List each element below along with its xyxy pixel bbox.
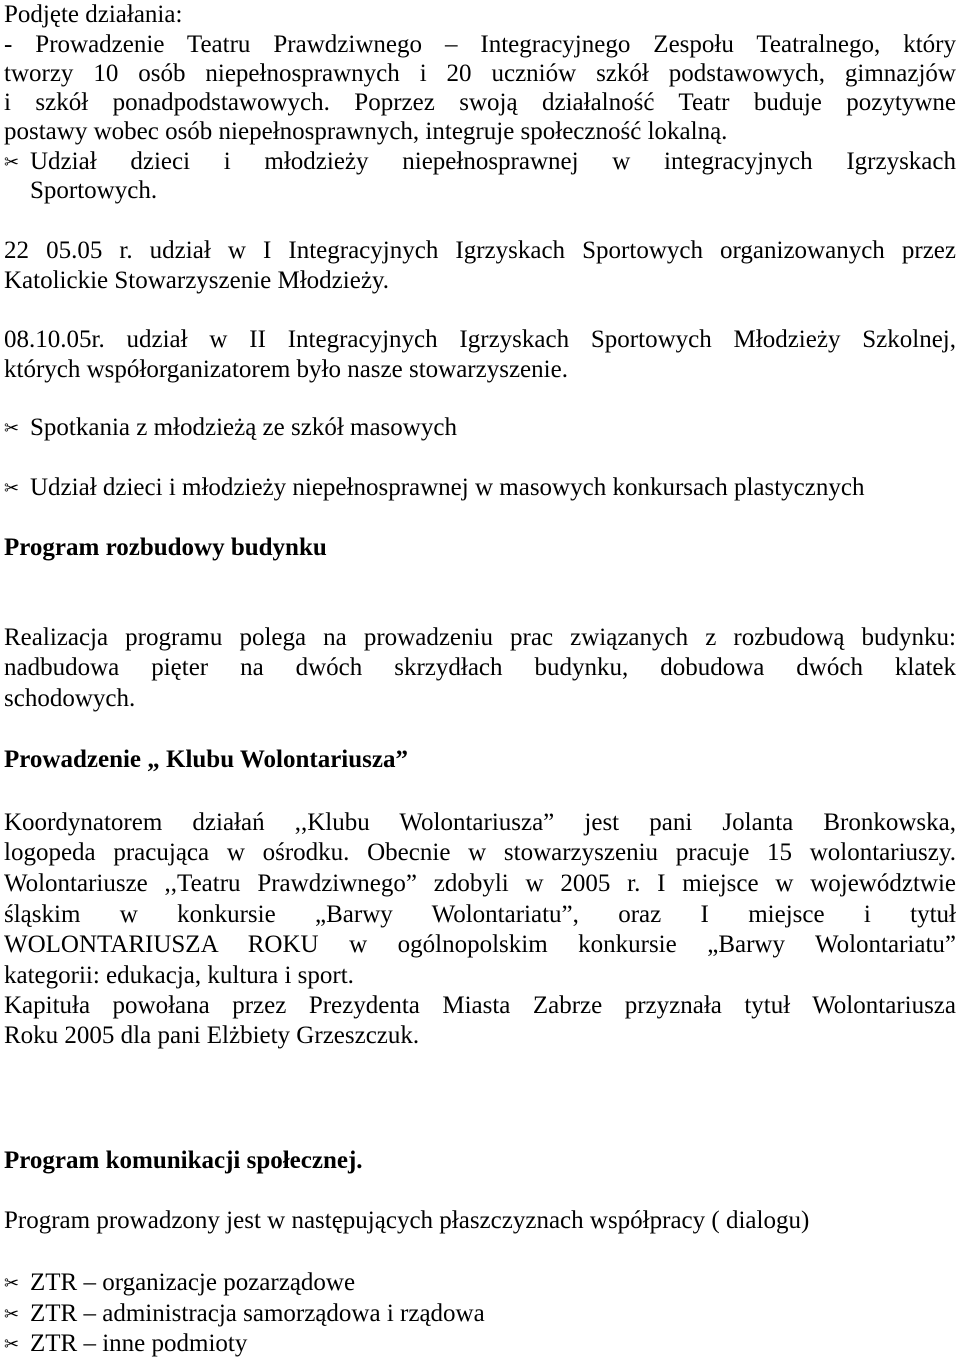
scissors-icon: ✂ [4,152,20,172]
paragraph-line: Program prowadzony jest w następujących płaszczyznach współpracy ( dialogu) [4,1207,810,1234]
paragraph-line: WOLONTARIUSZA ROKU w ogólnopolskim konkursie „Barwy Wolontariatu” [4,931,956,958]
section-title: Prowadzenie „ Klubu Wolontariusza” [4,746,408,773]
list-item [4,413,457,444]
paragraph-line: Koordynatorem działań ,,Klubu Wolontariusza” jest pani Jolanta Bronkowska, [4,809,956,836]
scissors-icon: ✂ [4,418,20,438]
list-item-text: ZTR – administracja samorządowa i rządowa [30,1300,485,1327]
list-item [4,1299,485,1330]
event-line: Katolickie Stowarzyszenie Młodzieży. [4,267,390,294]
paragraph-line: Kapituła powołana przez Prezydenta Miasta Zabrze przyznała tytuł Wolontariusza [4,992,956,1019]
scissors-icon: ✂ [4,1334,20,1354]
list-item-text: Spotkania z młodzieżą ze szkół masowych [30,414,457,441]
scissors-icon: ✂ [4,1304,20,1324]
paragraph-line: nadbudowa pięter na dwóch skrzydłach budynku, dobudowa dwóch klatek [4,654,956,681]
scissors-icon: ✂ [4,1273,20,1293]
paragraph-line: logopeda pracująca w ośrodku. Obecnie w stowarzyszeniu pracuje 15 wolontariuszy. [4,839,956,866]
intro-line: i szkół ponadpodstawowych. Poprzez swoją działalność Teatr buduje pozytywne [4,89,956,116]
list-item [4,473,864,504]
event-line: 08.10.05r. udział w II Integracyjnych Igrzyskach Sportowych Młodzieży Szkolnej, [4,326,956,353]
paragraph-line: Roku 2005 dla pani Elżbiety Grzeszczuk. [4,1022,420,1049]
list-item-text: Sportowych. [30,177,158,204]
event-line: których współorganizatorem było nasze stowarzyszenie. [4,356,568,383]
intro-line: - Prowadzenie Teatru Prawdziwnego – Integracyjnego Zespołu Teatralnego, który [4,31,956,58]
heading: Podjęte działania: [4,1,183,28]
paragraph-line: kategorii: edukacja, kultura i sport. [4,962,354,989]
scissors-icon: ✂ [4,478,20,498]
section-title: Program rozbudowy budynku [4,534,327,561]
paragraph-line: schodowych. [4,685,136,712]
event-line: 22 05.05 r. udział w I Integracyjnych Igrzyskach Sportowych organizowanych przez [4,237,956,264]
intro-line: postawy wobec osób niepełnosprawnych, integruje społeczność lokalną. [4,118,728,145]
list-item-text: Udział dzieci i młodzieży niepełnosprawnej w masowych konkursach plastycznych [30,474,865,501]
paragraph-line: śląskim w konkursie „Barwy Wolontariatu”, oraz I miejsce i tytuł [4,901,956,928]
list-item-text: ZTR – organizacje pozarządowe [30,1269,356,1296]
paragraph-line: Realizacja programu polega na prowadzeniu prac związanych z rozbudową budynku: [4,624,956,651]
list-item-text: ZTR – inne podmioty [30,1330,248,1357]
list-item [4,1268,355,1299]
section-title: Program komunikacji społecznej. [4,1147,363,1174]
intro-line: tworzy 10 osób niepełnosprawnych i 20 uczniów szkół podstawowych, gimnazjów [4,60,956,87]
list-item-text: Udział dzieci i młodzieży niepełnosprawnej w integracyjnych Igrzyskach [30,148,956,175]
paragraph-line: Wolontariusze ,,Teatru Prawdziwnego” zdobyli w 2005 r. I miejsce w województwie [4,870,956,897]
list-item [4,1329,247,1360]
list-item [4,147,956,178]
